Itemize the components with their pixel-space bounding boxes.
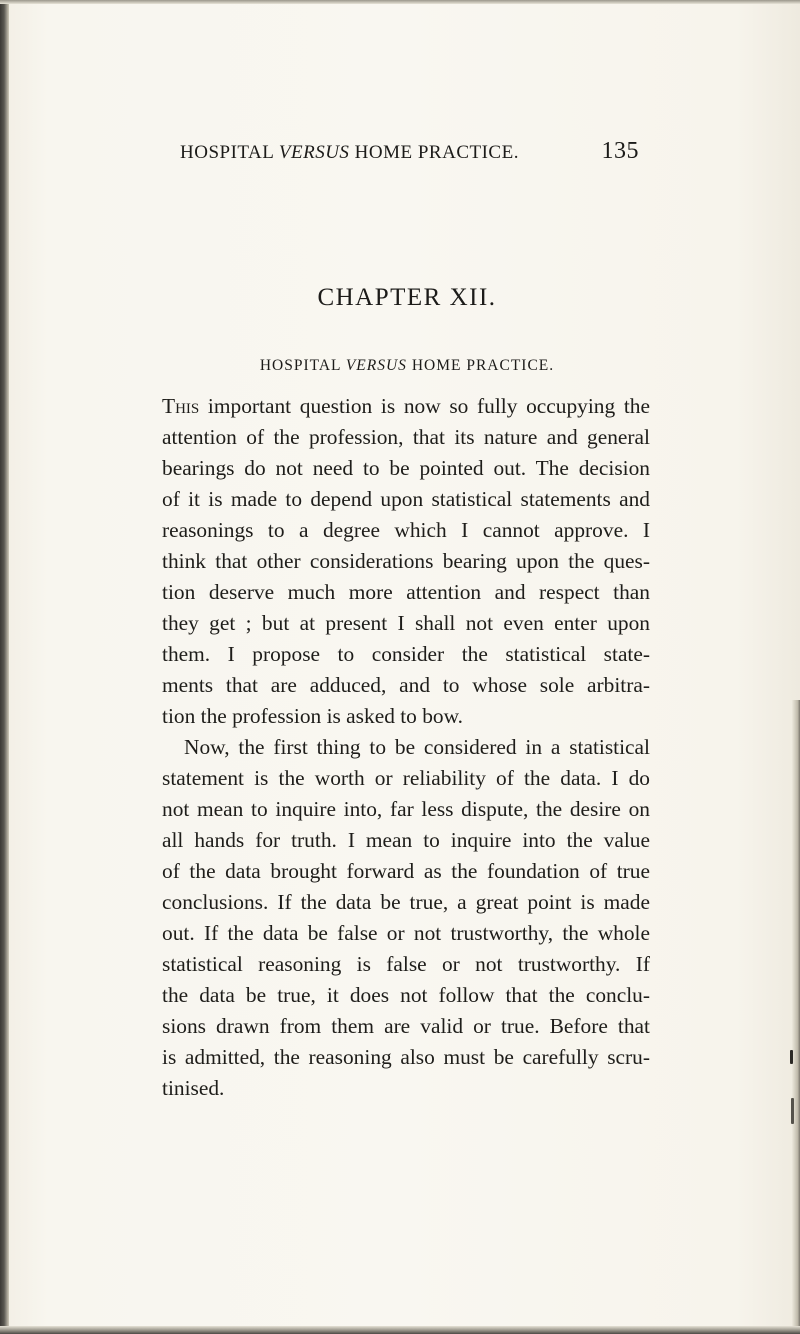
text-line: conclusions. If the data be true, a great point is made xyxy=(162,890,650,914)
chapter-heading: CHAPTER XII. xyxy=(317,284,497,311)
text-line: Now, the first thing to be considered in a statistical xyxy=(184,735,650,759)
text-line: of the data brought forward as the foundation of true xyxy=(162,859,650,883)
text-line: This important question is now so fully occupying the xyxy=(162,394,650,418)
text-line: tion deserve much more attention and respect than xyxy=(162,580,650,604)
running-head-title: HOSPITAL VERSUS HOME PRACTICE. xyxy=(180,142,519,163)
text-line: out. If the data be false or not trustworthy, the whole xyxy=(162,921,650,945)
text-line: tion the profession is asked to bow. xyxy=(162,704,464,728)
text-line: them. I propose to consider the statistical state- xyxy=(162,642,650,666)
text-line: ments that are adduced, and to whose sole arbitra- xyxy=(162,673,650,697)
text-line: all hands for truth. I mean to inquire into the value xyxy=(162,828,650,852)
page-binding-shadow xyxy=(0,0,9,1334)
text-line: not mean to inquire into, far less dispute, the desire on xyxy=(162,797,650,821)
page-number: 135 xyxy=(601,138,639,164)
text-line: sions drawn from them are valid or true. Before that xyxy=(162,1014,650,1038)
text-line: statistical reasoning is false or not trustworthy. If xyxy=(162,952,650,976)
text-line: they get ; but at present I shall not even enter upon xyxy=(162,611,650,635)
lead-word: This xyxy=(162,394,200,418)
text-line: attention of the profession, that its nature and general xyxy=(162,425,650,449)
margin-ink-mark xyxy=(790,1050,793,1064)
text-line: statement is the worth or reliability of the data. I do xyxy=(162,766,650,790)
text-line: is admitted, the reasoning also must be carefully scru- xyxy=(162,1045,650,1069)
text-line: tinised. xyxy=(162,1076,225,1100)
text-line: the data be true, it does not follow that the conclu- xyxy=(162,983,650,1007)
text-line: think that other considerations bearing upon the ques- xyxy=(162,549,650,573)
page-top-edge xyxy=(0,0,800,4)
body-text xyxy=(162,391,650,1104)
text-line: bearings do not need to be pointed out. The decision xyxy=(162,456,650,480)
text-line: of it is made to depend upon statistical statements and xyxy=(162,487,650,511)
text-line: reasonings to a degree which I cannot approve. I xyxy=(162,518,650,542)
running-head xyxy=(0,138,800,168)
page-right-edge xyxy=(792,700,800,1334)
chapter-title: HOSPITAL VERSUS HOME PRACTICE. xyxy=(259,357,555,374)
margin-ink-mark xyxy=(791,1098,794,1124)
page-bottom-edge xyxy=(0,1326,800,1334)
